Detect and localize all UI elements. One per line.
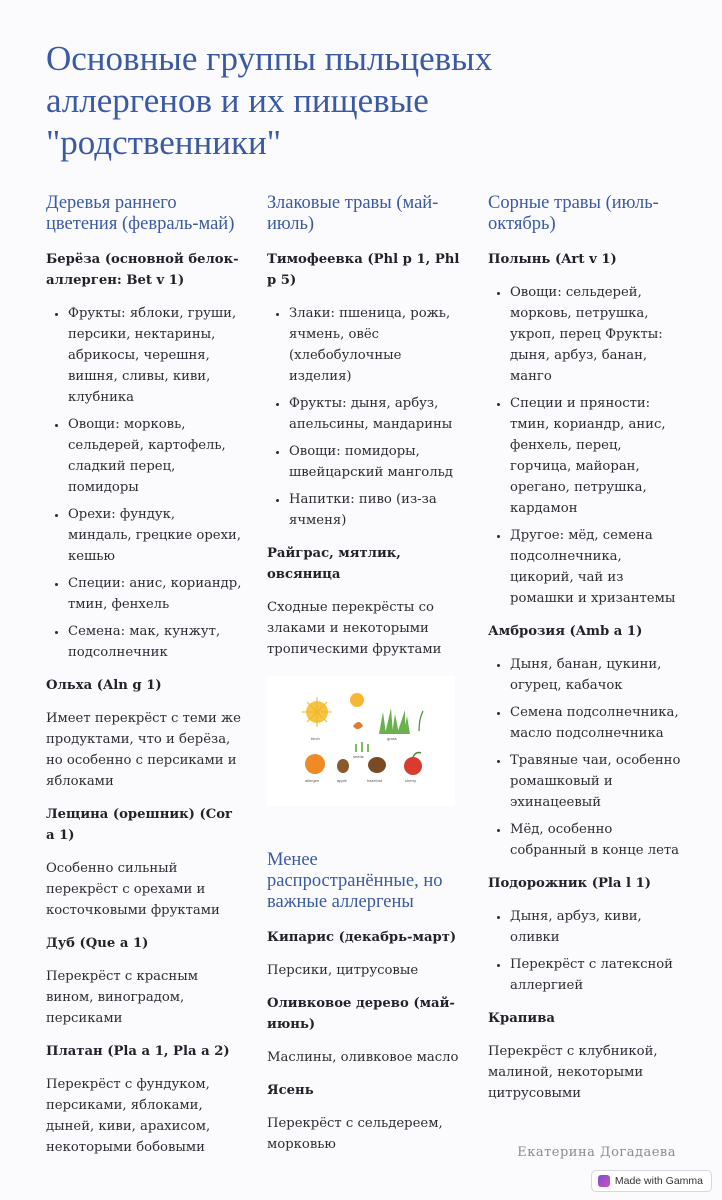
- plane-heading: Платан (Pla a 1, Pla a 2): [46, 1044, 230, 1059]
- alder-heading: Ольха (Aln g 1): [46, 678, 162, 693]
- wormwood-heading: Полынь (Art v 1): [488, 252, 617, 267]
- cypress-heading: Кипарис (декабрь-март): [267, 930, 457, 945]
- nettle-heading: Крапива: [488, 1011, 555, 1026]
- list-item: • Травяные чаи, особенно ромашковый и эхинацеевый: [510, 750, 684, 813]
- sun-icon: [350, 693, 364, 707]
- leaf-icon: [353, 722, 363, 729]
- made-with-gamma-badge[interactable]: [591, 1170, 712, 1192]
- less-common-title: Менее распространённые, но важные аллергены: [267, 850, 443, 912]
- list-item: • Овощи: помидоры, швейцарский мангольд: [289, 441, 463, 483]
- ryegrass-text: Сходные перекрёсты со злаками и некоторыми тропическими фруктами: [267, 600, 442, 657]
- birch-heading: Берёза (основной белок-аллерген: Bet v 1): [46, 252, 239, 288]
- svg-text:allergen: allergen: [305, 778, 320, 783]
- author-name: Екатерина Догадаева: [517, 1145, 676, 1160]
- grass-icon: [379, 708, 410, 734]
- oak-text: Перекрёст с красным вином, виноградом, персиками: [46, 969, 198, 1026]
- list-item: • Фрукты: дыня, арбуз, апельсины, мандарины: [289, 393, 463, 435]
- gamma-logo-icon: [598, 1175, 610, 1187]
- column-title: Злаковые травы (май-июль): [267, 193, 439, 234]
- list-item: • Дыня, банан, цукини, огурец, кабачок: [510, 654, 684, 696]
- ragweed-list: [488, 654, 684, 861]
- list-item: • Другое: мёд, семена подсолнечника, цикорий, чай из ромашки и хризантемы: [510, 525, 684, 609]
- list-item: • Овощи: сельдерей, морковь, петрушка, укроп, перец Фрукты: дыня, арбуз, банан, манго: [510, 282, 684, 387]
- olive-text: Маслины, оливковое масло: [267, 1050, 459, 1065]
- svg-text:apple: apple: [337, 778, 347, 783]
- wormwood-list: [488, 282, 684, 609]
- plantain-list: [488, 906, 684, 996]
- list-item: • Фрукты: яблоки, груши, персики, нектарины, абрикосы, черешня, вишня, сливы, киви, клубника: [68, 303, 242, 408]
- hazel-text: Особенно сильный перекрёст с орехами и косточковыми фруктами: [46, 861, 220, 918]
- page-title: Основные группы пыльцевых аллергенов и их пищевые "родственники": [46, 39, 493, 162]
- birch-list: [46, 303, 242, 663]
- svg-text:birch: birch: [311, 736, 320, 741]
- walnut-icon: [368, 757, 386, 773]
- hazelnut-icon: [337, 759, 349, 773]
- column-weeds: [488, 193, 684, 1116]
- list-item: • Перекрёст с латексной аллергией: [510, 954, 684, 996]
- illustration-graphic: [267, 676, 455, 806]
- ragweed-heading: Амброзия (Amb a 1): [488, 624, 643, 639]
- list-item: • Специи: анис, кориандр, тмин, фенхель: [68, 573, 242, 615]
- list-item: • Семена: мак, кунжут, подсолнечник: [68, 621, 242, 663]
- list-item: • Мёд, особенно собранный в конце лета: [510, 819, 684, 861]
- svg-text:grass: grass: [387, 736, 397, 741]
- orange-icon: [305, 754, 325, 774]
- plane-text: Перекрёст с фундуком, персиками, яблоками, дыней, киви, арахисом, некоторыми бобовыми: [46, 1077, 211, 1155]
- column-title: Деревья раннего цветения (февраль-май): [46, 193, 235, 234]
- list-item: • Злаки: пшеница, рожь, ячмень, овёс (хлебобулочные изделия): [289, 303, 463, 387]
- ash-text: Перекрёст с сельдереем, морковью: [267, 1116, 443, 1152]
- list-item: • Напитки: пиво (из-за ячменя): [289, 489, 463, 531]
- list-item: • Дыня, арбуз, киви, оливки: [510, 906, 684, 948]
- allergen-illustration: [267, 676, 455, 806]
- apple-icon: [404, 757, 422, 775]
- svg-text:cherry: cherry: [405, 778, 417, 783]
- oak-heading: Дуб (Que a 1): [46, 936, 149, 951]
- list-item: • Семена подсолнечника, масло подсолнечника: [510, 702, 684, 744]
- nettle-text: Перекрёст с клубникой, малиной, некоторыми цитрусовыми: [488, 1044, 658, 1101]
- plantain-heading: Подорожник (Pla l 1): [488, 876, 652, 891]
- list-item: • Овощи: морковь, сельдерей, картофель, сладкий перец, помидоры: [68, 414, 242, 498]
- olive-heading: Оливковое дерево (май-июнь): [267, 996, 455, 1032]
- cypress-text: Персики, цитрусовые: [267, 963, 419, 978]
- list-item: • Специи и пряности: тмин, кориандр, анис, фенхель, перец, горчица, майоран, орегано, петрушка, кардамон: [510, 393, 684, 519]
- timothy-heading: Тимофеевка (Phl p 1, Phl p 5): [267, 252, 460, 288]
- badge-label: Made with Gamma: [614, 1175, 703, 1187]
- alder-text: Имеет перекрёст с теми же продуктами, что и берёза, но особенно с персиками и яблоками: [46, 711, 241, 789]
- column-early-trees: [46, 193, 242, 1170]
- svg-text:seeds: seeds: [353, 754, 364, 759]
- ash-heading: Ясень: [267, 1083, 314, 1098]
- list-item: • Орехи: фундук, миндаль, грецкие орехи, кешью: [68, 504, 242, 567]
- ryegrass-heading: Райграс, мятлик, овсяница: [267, 546, 401, 582]
- timothy-list: [267, 303, 463, 531]
- svg-text:hazelnut: hazelnut: [367, 778, 383, 783]
- seedlings-icon: [355, 742, 369, 752]
- column-title: Сорные травы (июль-октябрь): [488, 193, 659, 234]
- pollen-icon: [302, 697, 332, 727]
- column-grasses: [267, 193, 463, 1167]
- hazel-heading: Лещина (орешник) (Cor a 1): [46, 807, 232, 843]
- sprig-icon: [419, 711, 423, 731]
